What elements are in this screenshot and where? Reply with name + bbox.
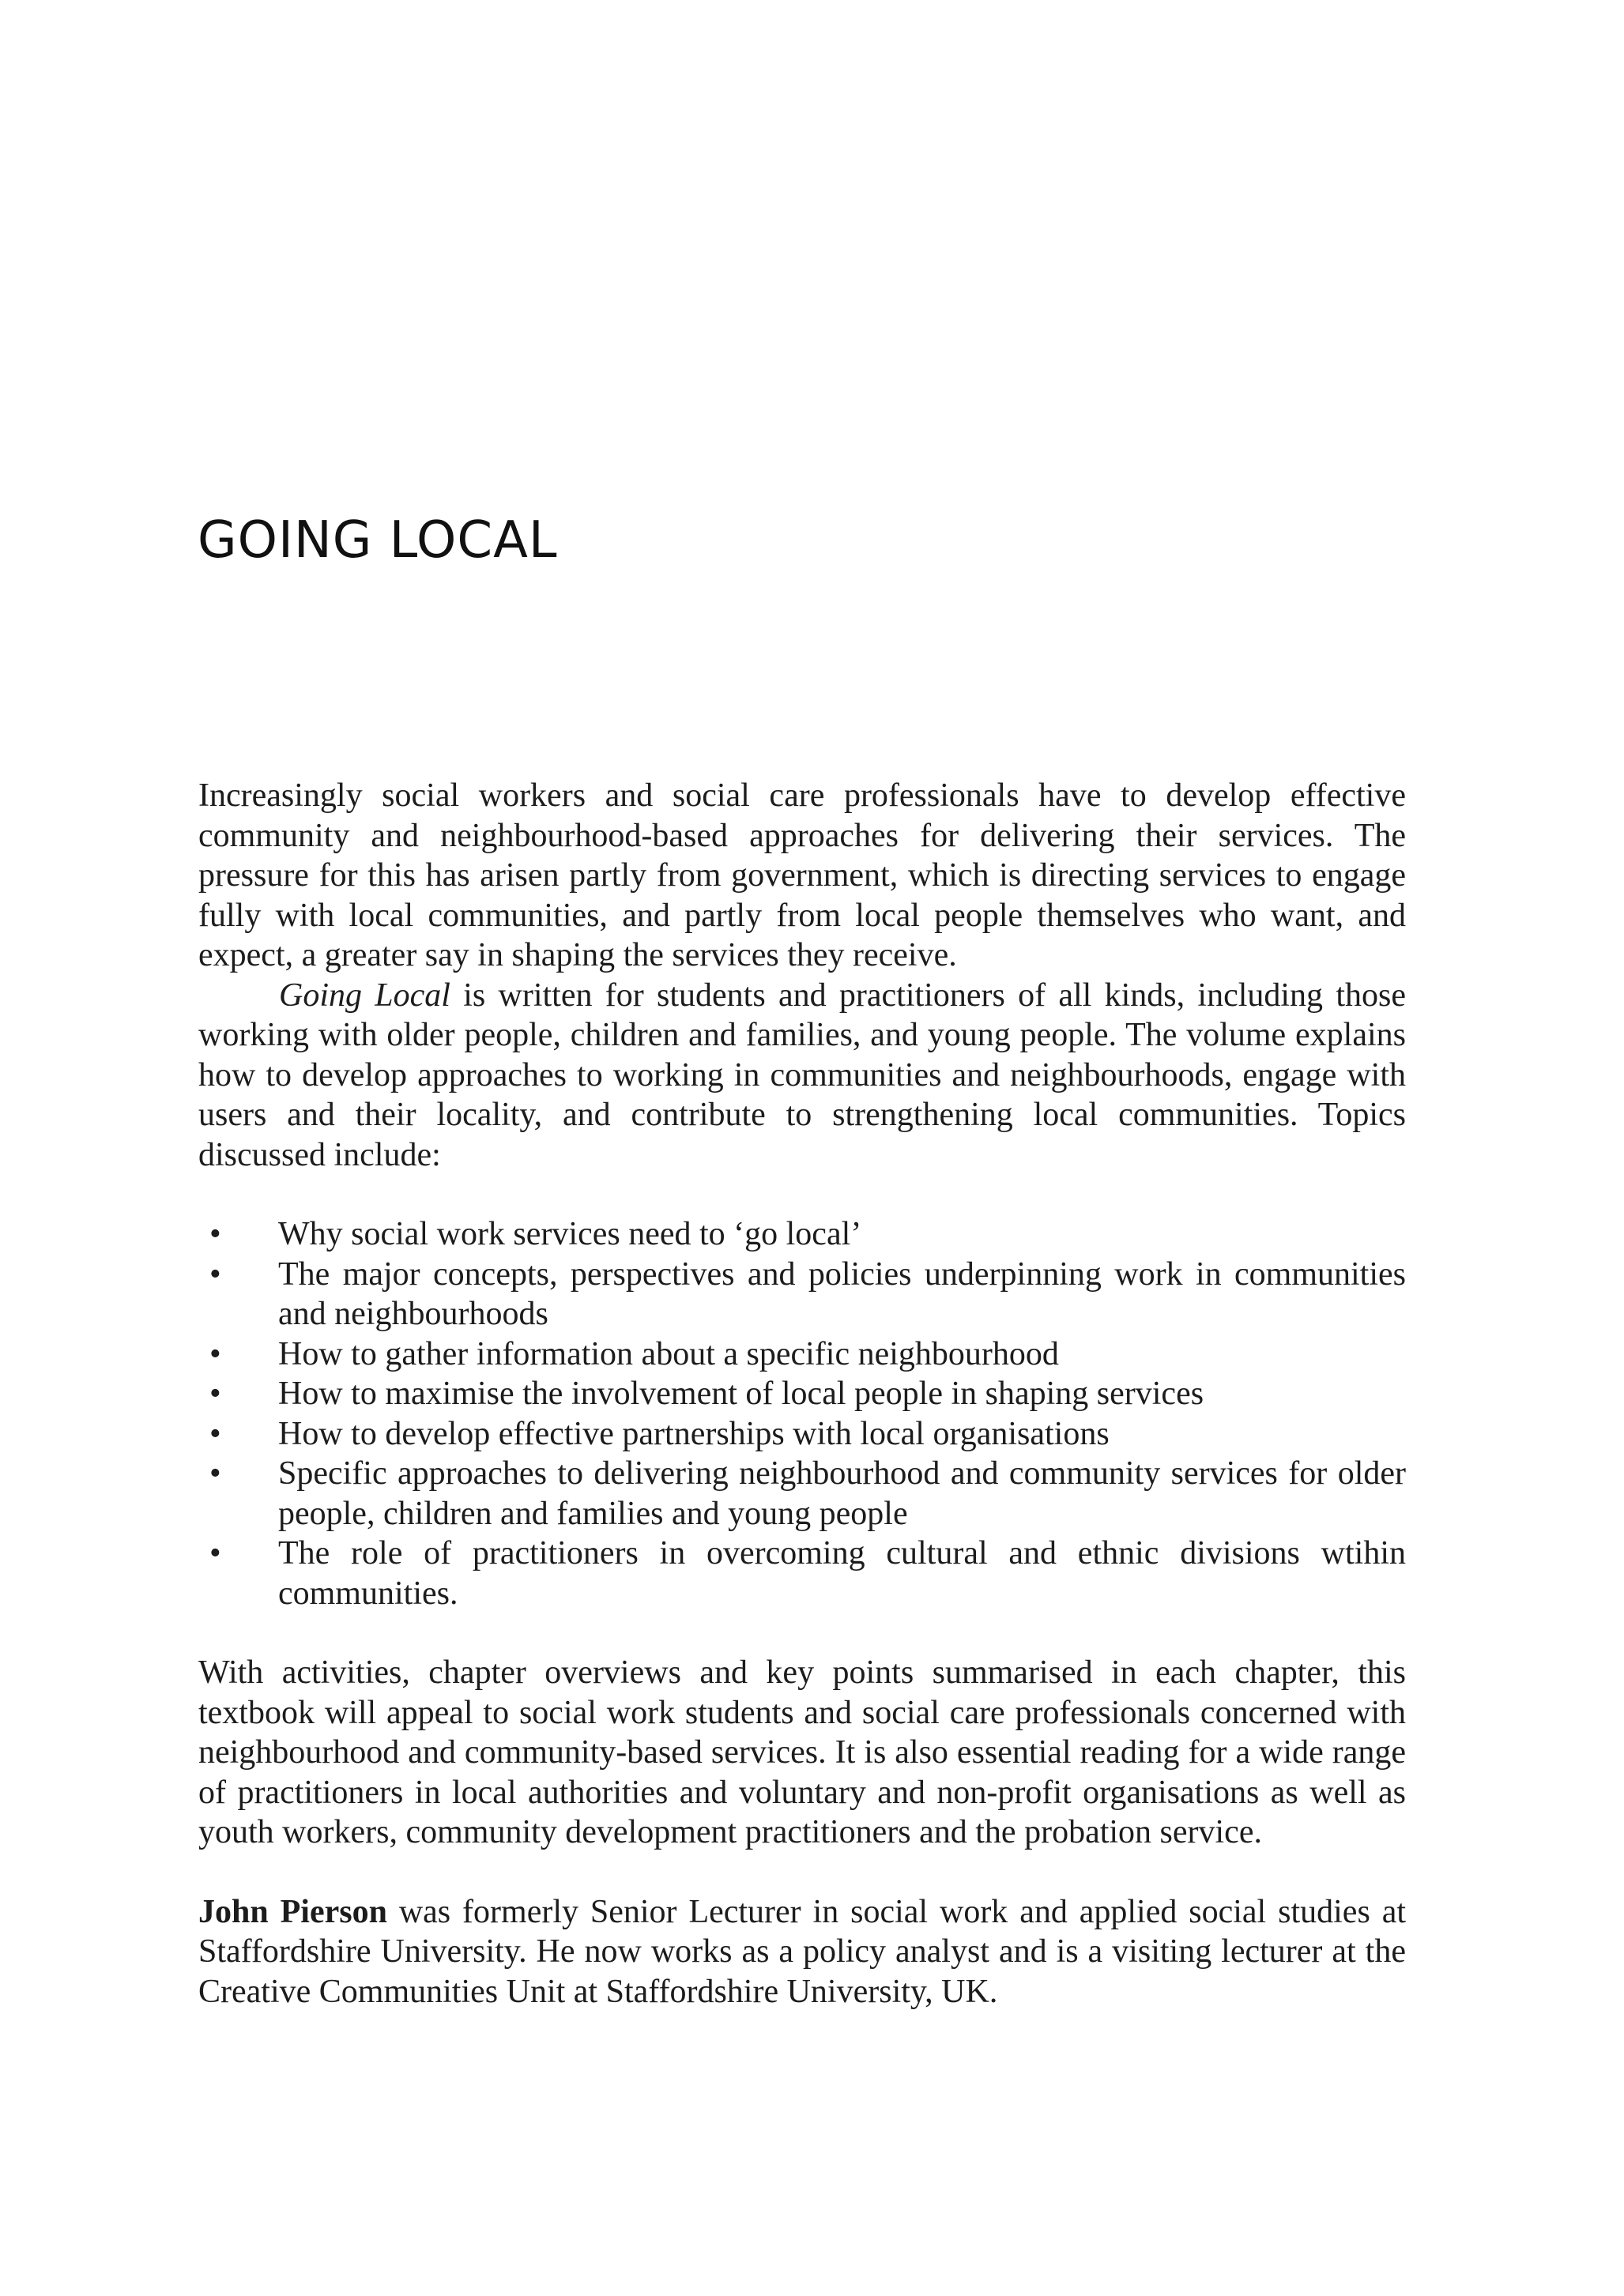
topics-list [198, 1214, 1406, 1613]
list-item [198, 1255, 1406, 1334]
author-bio: was formerly Senior Lecturer in social work and applied social studies at Staffordshire University. He now works as a policy analyst and is a visiting lecturer at the Creative Communities Unit at Staffordshire University, UK. [198, 1893, 1407, 2010]
bullet-icon: • [209, 1415, 221, 1452]
bullet-icon: • [209, 1216, 221, 1252]
bullet-icon: • [209, 1535, 221, 1571]
list-item [198, 1534, 1406, 1613]
summary-paragraph [198, 1653, 1406, 1853]
topic-text: Why social work services need to ‘go local’ [278, 1216, 862, 1252]
summary-paragraph-text: With activities, chapter overviews and key points summarised in each chapter, this textbook will appeal to social work students and social care professionals concerned with neighbourhood and community-based services. It is also essential reading for a wide range of practitioners in local authorities and voluntary and non-profit organisations as well as youth workers, community development practitioners and the probation service. [198, 1654, 1406, 1850]
bullet-icon: • [209, 1255, 221, 1293]
list-item [198, 1374, 1406, 1414]
book-title-italic: Going Local [279, 977, 450, 1014]
bullet-icon: • [209, 1376, 221, 1412]
topic-text: The major concepts, perspectives and policies underpinning work in communities and neighbourhoods [278, 1255, 1406, 1332]
blurb-body [198, 776, 1406, 2012]
topic-text: The role of practitioners in overcoming cultural and ethnic divisions wtihin communities. [278, 1535, 1406, 1612]
intro-paragraph-text: Increasingly social workers and social care professionals have to develop effective community and neighbourhood-based approaches for delivering their services. The pressure for this has arisen partly from government, which is directing services to engage fully with local communities, and partly from local people themselves who want, and expect, a greater say in shaping the services they receive. [198, 777, 1406, 973]
topic-text: How to develop effective partnerships with local organisations [278, 1415, 1110, 1452]
page-title: GOING LOCAL [198, 511, 558, 570]
topic-text: How to gather information about a specific neighbourhood [278, 1335, 1059, 1372]
author-name: John Pierson [198, 1893, 387, 1930]
intro-paragraph [198, 776, 1406, 976]
list-item [198, 1454, 1406, 1534]
scope-paragraph [198, 976, 1406, 1176]
list-item [198, 1334, 1406, 1375]
topic-text: How to maximise the involvement of local people in shaping services [278, 1376, 1204, 1412]
author-paragraph [198, 1892, 1406, 2012]
scope-paragraph-text: is written for students and practitioners of all kinds, including those working with older people, children and families, and young people. The volume explains how to develop approaches to working in communities and neighbourhoods, engage with users and their locality, and contribute to strengthening local communities. Topics discussed include: [198, 977, 1406, 1173]
list-item [198, 1214, 1406, 1255]
topic-text: Specific approaches to delivering neighbourhood and community services for older people, children and families and young people [278, 1455, 1406, 1532]
list-item [198, 1414, 1406, 1455]
bullet-icon: • [209, 1455, 221, 1492]
bullet-icon: • [209, 1335, 221, 1372]
